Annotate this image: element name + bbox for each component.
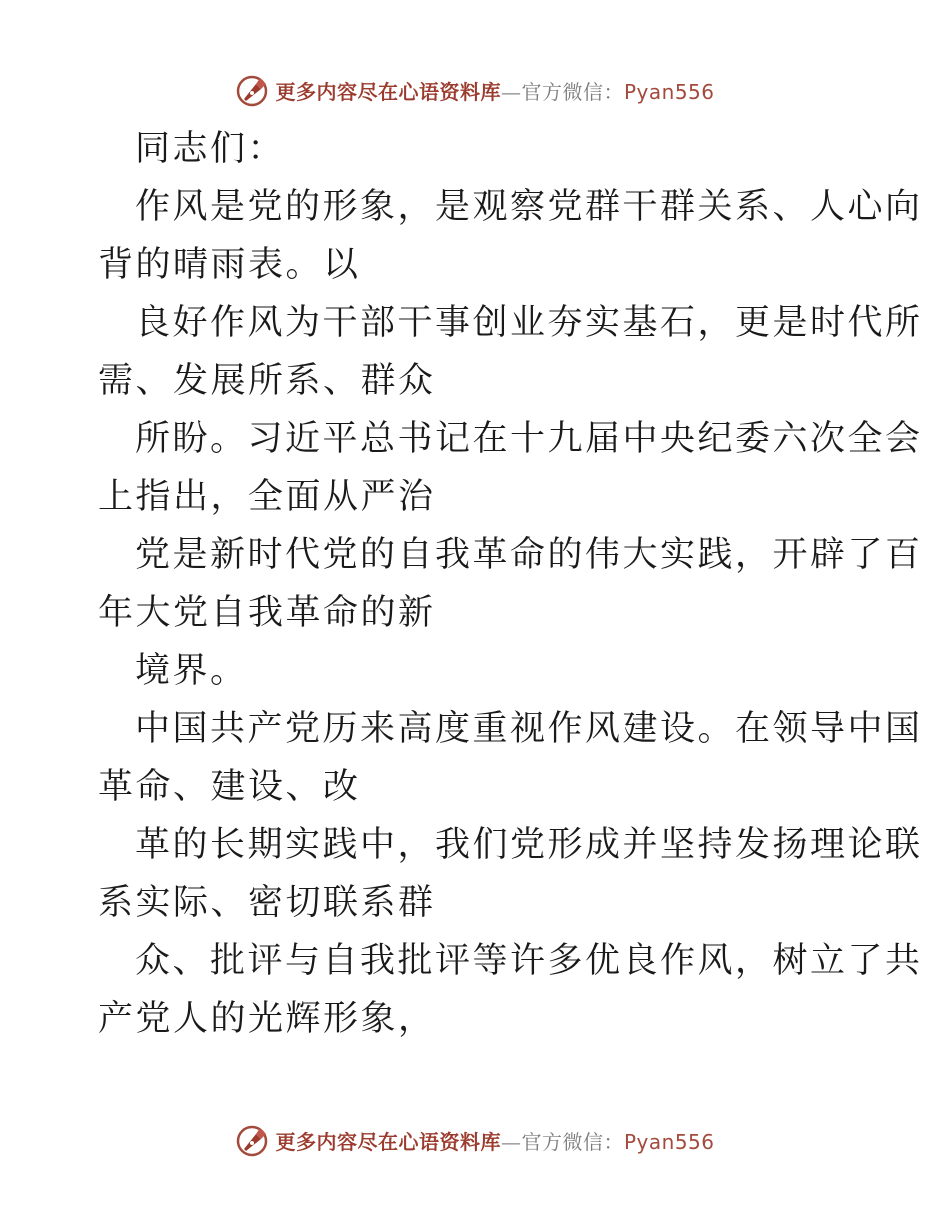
footer-brand-text: 更多内容尽在心语资料库 xyxy=(275,1129,501,1154)
header-brand-text: 更多内容尽在心语资料库 xyxy=(275,79,501,104)
text-line: 所盼。习近平总书记在十九届中央纪委六次全会 xyxy=(135,419,923,459)
text-line: 背的晴雨表。以 xyxy=(98,245,361,285)
text-line: 需、发展所系、群众 xyxy=(98,361,436,401)
text-line: 产党人的光辉形象， xyxy=(98,999,436,1039)
header-text xyxy=(275,76,714,105)
footer-text xyxy=(275,1126,714,1155)
text-line: 作风是党的形象，是观察党群干群关系、人心向 xyxy=(135,187,923,227)
text-line: 革命、建设、改 xyxy=(98,767,361,807)
text-line: 革的长期实践中，我们党形成并坚持发扬理论联 xyxy=(135,825,923,865)
text-line: 良好作风为干部干事创业夯实基石，更是时代所 xyxy=(135,303,923,343)
text-line: 中国共产党历来高度重视作风建设。在领导中国 xyxy=(135,709,923,749)
text-line: 境界。 xyxy=(135,651,248,691)
header-wechat-id: Pyan556 xyxy=(623,79,715,104)
text-line: 上指出，全面从严治 xyxy=(98,477,436,517)
document-body xyxy=(98,120,923,1048)
header-separator: — xyxy=(500,79,522,104)
pen-nib-logo-icon xyxy=(235,72,271,108)
text-line: 系实际、密切联系群 xyxy=(98,883,436,923)
text-line: 众、批评与自我批评等许多优良作风，树立了共 xyxy=(135,941,923,981)
pen-nib-logo-icon xyxy=(235,1122,271,1158)
footer-wechat-id: Pyan556 xyxy=(623,1129,715,1154)
footer-banner xyxy=(0,1120,950,1160)
text-line: 同志们： xyxy=(135,129,286,169)
footer-separator: — xyxy=(500,1129,522,1154)
header-wechat-label: 官方微信： xyxy=(521,79,624,104)
text-line: 党是新时代党的自我革命的伟大实践，开辟了百 xyxy=(135,535,923,575)
header-banner xyxy=(0,70,950,110)
text-line: 年大党自我革命的新 xyxy=(98,593,436,633)
footer-wechat-label: 官方微信： xyxy=(521,1129,624,1154)
